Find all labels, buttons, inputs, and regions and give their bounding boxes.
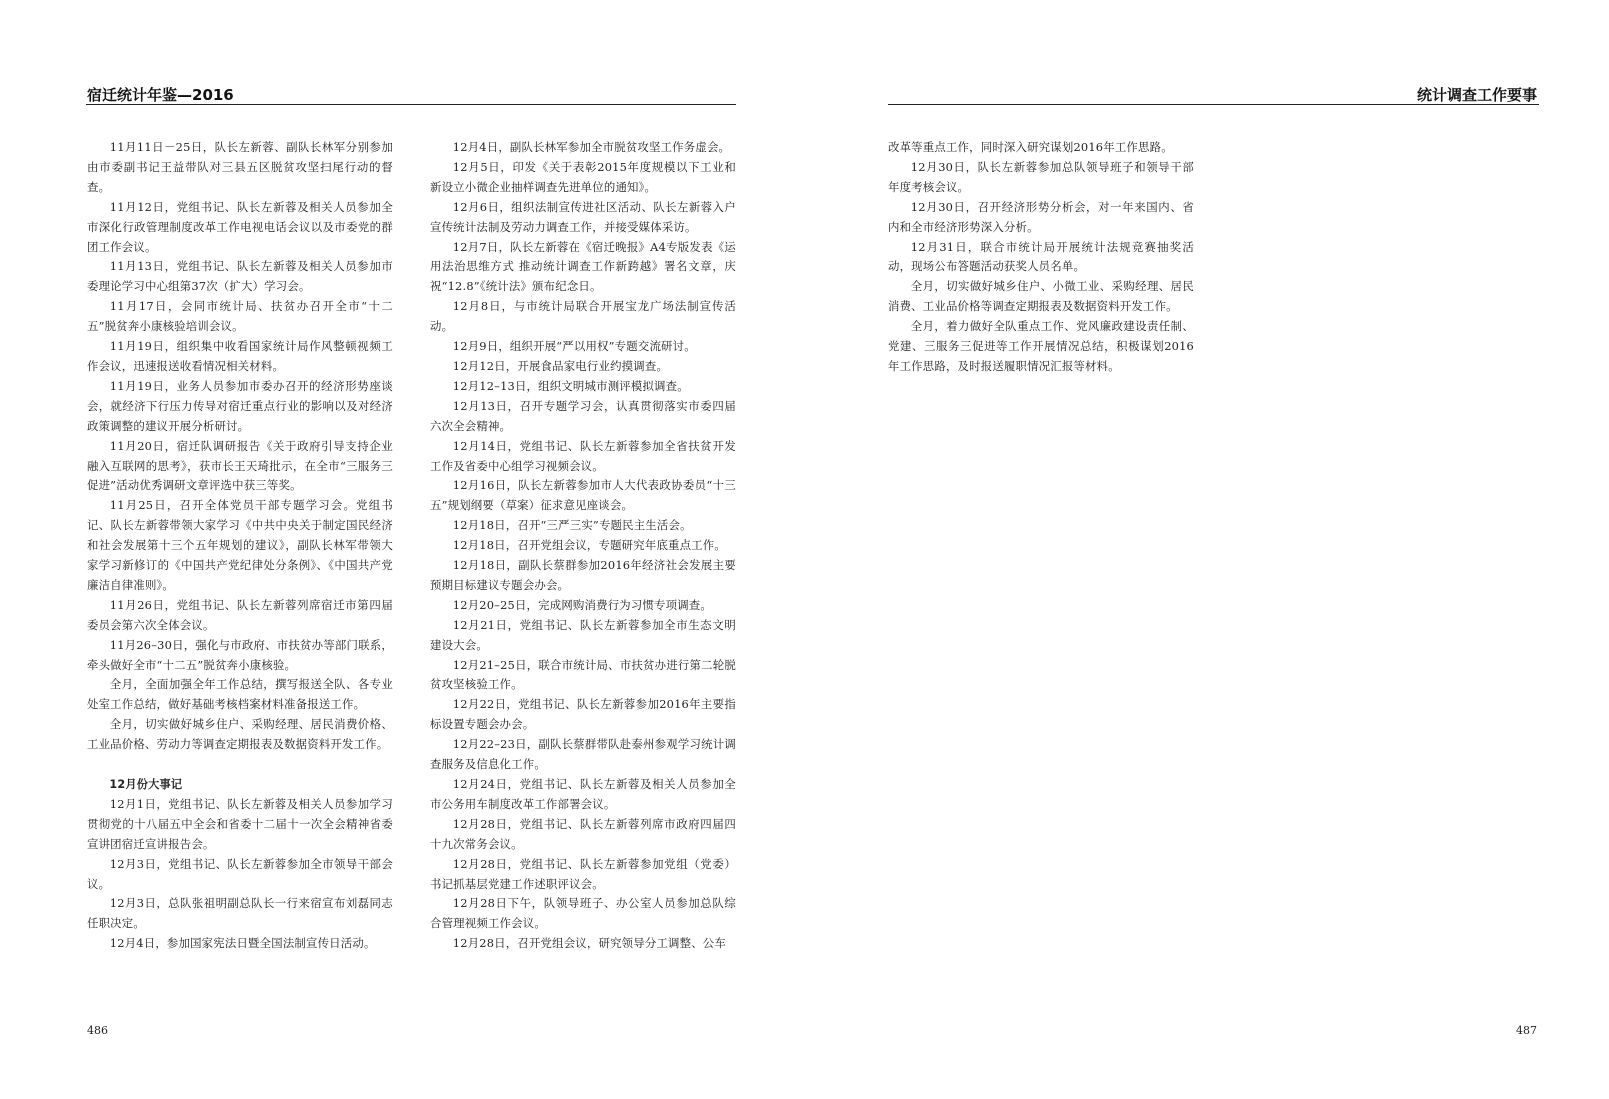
event-paragraph: 12月8日，与市统计局联合开展宝龙广场法制宣传活动。: [430, 299, 736, 334]
section-heading-december: 12月份大事记: [109, 777, 183, 791]
event-paragraph: 12月3日，总队张祖明副总队长一行来宿宣布刘磊同志任职决定。: [87, 896, 393, 931]
running-head-right: 统计调查工作要事: [1416, 86, 1537, 104]
left-page: [0, 0, 804, 1099]
december-events-start: [87, 795, 393, 954]
event-paragraph: 11月25日，召开全体党员干部专题学习会。党组书记、队长左新蓉带领大家学习《中共中央关于制定国民经济和社会发展第十三个五年规划的建议》，副队长林军带领大家学习新修订的《中国共产党纪律处分条例》、《中国共产党廉洁自律准则》。: [87, 498, 393, 592]
event-paragraph: 11月26–30日，强化与市政府、市扶贫办等部门联系，牵头做好全市“十二五”脱贫奔小康核验。: [87, 637, 393, 672]
event-paragraph: 12月28日下午，队领导班子、办公室人员参加总队综合管理视频工作会议。: [430, 896, 736, 931]
event-paragraph: 12月28日，党组书记、队长左新蓉列席市政府四届四十九次常务会议。: [430, 816, 736, 851]
running-head-left: 宿迁统计年鉴—2016: [87, 86, 234, 104]
event-paragraph: 12月28日，召开党组会议，研究领导分工调整、公车: [452, 936, 726, 951]
event-paragraph: 12月12–13日，组织文明城市测评模拟调查。: [452, 378, 689, 393]
right-page-column-1: [888, 138, 1194, 377]
event-paragraph: 12月21日，党组书记、队长左新蓉参加全市生态文明建设大会。: [430, 617, 736, 652]
event-paragraph: 12月18日，召开“三严三实”专题民主生活会。: [452, 518, 692, 533]
event-paragraph: 全月，着力做好全队重点工作、党风廉政建设责任制、党建、三服务三促进等工作开展情况总结，积极谋划2016年工作思路，及时报送履职情况汇报等材料。: [888, 319, 1194, 373]
event-paragraph: 12月28日，党组书记、队长左新蓉参加党组（党委）书记抓基层党建工作述职评议会。: [430, 856, 736, 891]
header-rule-right: [888, 104, 1539, 105]
event-paragraph: 11月20日，宿迁队调研报告《关于政府引导支持企业融入互联网的思考》，获市长王天琦批示，在全市“三服务三促进”活动优秀调研文章评选中获三等奖。: [87, 438, 393, 493]
event-paragraph: 12月30日，队长左新蓉参加总队领导班子和领导干部年度考核会议。: [888, 159, 1194, 194]
event-paragraph: 全月，全面加强全年工作总结，撰写报送全队、各专业处室工作总结，做好基础考核档案材料准备报送工作。: [87, 677, 393, 712]
event-paragraph: 12月4日，副队长林军参加全市脱贫攻坚工作务虚会。: [452, 140, 731, 154]
page-number-left: 486: [87, 1024, 108, 1037]
event-paragraph: 全月，切实做好城乡住户、采购经理、居民消费价格、工业品价格、劳动力等调查定期报表及数据资料开发工作。: [87, 717, 393, 752]
event-paragraph: 11月19日，业务人员参加市委办召开的经济形势座谈会，就经济下行压力传导对宿迁重点行业的影响以及对经济政策调整的建议开展分析研讨。: [87, 378, 393, 433]
event-paragraph: 12月4日，参加国家宪法日暨全国法制宣传日活动。: [109, 936, 376, 951]
right-page: [804, 0, 1609, 1099]
event-paragraph: 12月21–25日，联合市统计局、市扶贫办进行第二轮脱贫攻坚核验工作。: [430, 657, 736, 692]
event-paragraph: 12月31日，联合市统计局开展统计法规竞赛抽奖活动，现场公布答题活动获奖人员名单。: [888, 239, 1194, 274]
page-number-right: 487: [1516, 1024, 1537, 1037]
event-paragraph: 12月18日，召开党组会议，专题研究年底重点工作。: [452, 538, 726, 553]
event-paragraph: 12月22日，党组书记、队长左新蓉参加2016年主要指标设置专题会办会。: [430, 697, 736, 732]
november-events: [87, 138, 393, 755]
event-paragraph: 12月14日，党组书记、队长左新蓉参加全省扶贫开发工作及省委中心组学习视频会议。: [430, 438, 736, 473]
event-paragraph: 12月18日，副队长蔡群参加2016年经济社会发展主要预期目标建议专题会办会。: [430, 558, 736, 592]
event-paragraph: 12月22–23日，副队长蔡群带队赴泰州参观学习统计调查服务及信息化工作。: [430, 737, 736, 772]
event-paragraph: 12月30日，召开经济形势分析会，对一年来国内、省内和全市经济形势深入分析。: [888, 199, 1194, 234]
event-paragraph: 12月24日，党组书记、队长左新蓉及相关人员参加全市公务用车制度改革工作部署会议。: [430, 777, 736, 811]
left-page-column-2: [430, 138, 736, 954]
event-paragraph: 12月6日，组织法制宣传进社区活动、队长左新蓉入户宣传统计法制及劳动力调查工作，并接受媒体采访。: [430, 199, 736, 234]
event-paragraph: 12月5日，印发《关于表彰2015年度规模以下工业和新设立小微企业抽样调查先进单位的通知》。: [430, 159, 736, 194]
event-paragraph: 12月20–25日，完成网购消费行为习惯专项调查。: [452, 597, 713, 612]
event-paragraph: 11月11日－25日，队长左新蓉、副队长林军分别参加由市委副书记王益带队对三县五区脱贫攻坚扫尾行动的督查。: [87, 140, 393, 194]
event-paragraph: 11月13日，党组书记、队长左新蓉及相关人员参加市委理论学习中心组第37次（扩大）学习会。: [87, 259, 393, 294]
event-paragraph: 全月，切实做好城乡住户、小微工业、采购经理、居民消费、工业品价格等调查定期报表及数据资料开发工作。: [888, 279, 1194, 314]
header-rule-left: [86, 104, 736, 105]
event-paragraph: 12月9日，组织开展“严以用权”专题交流研讨。: [452, 339, 696, 354]
event-paragraph: 12月1日，党组书记、队长左新蓉及相关人员参加学习贯彻党的十八届五中全会和省委十二届十一次全会精神省委宣讲团宿迁宣讲报告会。: [87, 796, 393, 851]
event-paragraph: 12月13日，召开专题学习会，认真贯彻落实市委四届六次全会精神。: [430, 398, 736, 433]
left-page-column-1: [87, 138, 393, 954]
december-events-continued: [430, 138, 736, 954]
event-paragraph: 11月19日，组织集中收看国家统计局作风整顿视频工作会议，迅速报送收看情况相关材料。: [87, 339, 393, 373]
event-paragraph: 12月7日，队长左新蓉在《宿迁晚报》A4专版发表《运用法治思维方式 推动统计调查工作新跨越》署名文章，庆祝“12.8”《统计法》颁布纪念日。: [430, 239, 736, 294]
event-paragraph: 12月3日，党组书记、队长左新蓉参加全市领导干部会议。: [87, 856, 393, 891]
event-paragraph: 11月26日，党组书记、队长左新蓉列席宿迁市第四届委员会第六次全体会议。: [87, 597, 393, 632]
december-events-end: [888, 138, 1194, 377]
event-paragraph: 11月12日，党组书记、队长左新蓉及相关人员参加全市深化行政管理制度改革工作电视电话会议以及市委党的群团工作会议。: [87, 199, 393, 254]
event-paragraph: 11月17日，会同市统计局、扶贫办召开全市“十二五”脱贫奔小康核验培训会议。: [87, 299, 393, 334]
event-paragraph: 12月16日，队长左新蓉参加市人大代表政协委员“十三五”规划纲要（草案）征求意见座谈会。: [430, 478, 736, 513]
event-paragraph: 改革等重点工作，同时深入研究谋划2016年工作思路。: [888, 140, 1173, 154]
event-paragraph: 12月12日，开展食品家电行业约摸调查。: [452, 358, 669, 373]
